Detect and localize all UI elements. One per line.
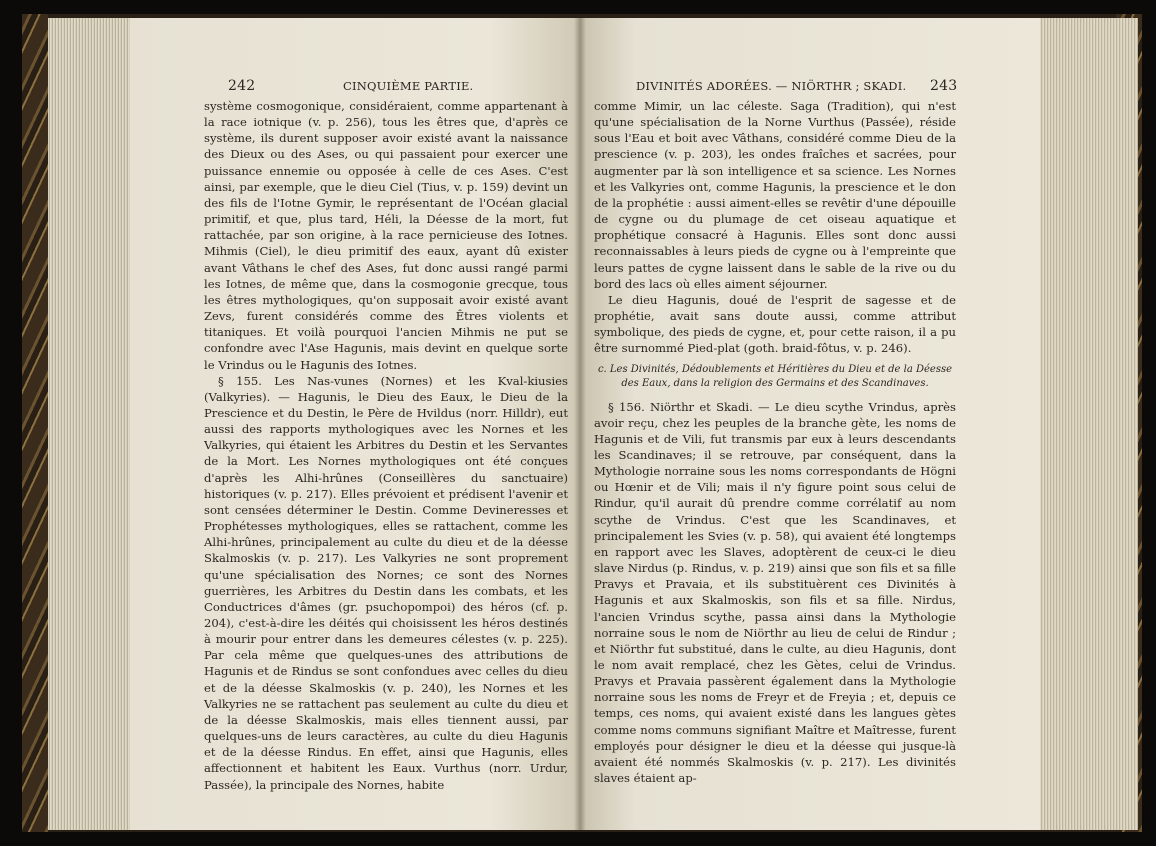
left-running-head: CINQUIÈME PARTIE. [343, 79, 474, 93]
subsection-heading: c. Les Divinités, Dédoublements et Héritières du Dieu et de la Déesse des Eaux, dans la religion des Germains et des Scandinaves. [597, 363, 953, 389]
paragraph: système cosmogonique, considéraient, comme appartenant à la race iotnique (v. p. 256), tous les êtres que, d'après ce système, ils durent supposer avoir existé avant la naissance des Dieux ou des Ases, ou qui passaient pour exercer une puissance ennemie ou opposée à celle de ces Ases. C'est ainsi, par exemple, que le dieu Ciel (Tius, v. p. 159) devint un des fils de l'Iotne Gymir, le représentant de l'Océan glacial primitif, et que, plus tard, Héli, la Déesse de la mort, fut rattachée, par son origine, à la race pernicieuse des Iotnes. Mihmis (Ciel), le dieu primitif des eaux, ayant dû exister avant Vâthans le chef des Ases, fut donc aussi rangé parmi les Iotnes, de même que, dans la cosmogonie grecque, tous les êtres mythologiques, qu'on supposait avoir existé avant Zevs, furent considérés comme des Êtres violents et titaniques. Et voilà pourquoi l'ancien Mihmis ne put se confondre avec l'Ase Hagunis, mais devint en quelque sorte le Vrindus ou le Hagunis des Iotnes. [204, 99, 568, 372]
section-156-paragraph: § 156. Niörthr et Skadi. — Le dieu scythe Vrindus, après avoir reçu, chez les peuples de la branche gète, les noms de Hagunis et de Vili, fut transmis par eux à leurs descendants les Scandinaves; il se retrouve, par conséquent, dans la Mythologie norraine sous les noms correspondants de Högni ou Hœnir et de Vili; mais il n'y figure point sous celui de Rindur, qu'il aurait dû prendre comme corrélatif au nom scythe de Vrindus. C'est que les Scandinaves, et principalement les Svies (v. p. 58), qui avaient été longtemps en rapport avec les Slaves, adoptèrent de ceux-ci le dieu slave Nirdus (p. Rindus, v. p. 219) ainsi que son fils et sa fille Pravys et Pravaia, et ils substituèrent ces Divinités à Hagunis et aux Skalmoskis, son fils et sa fille. Nirdus, l'ancien Vrindus scythe, passa ainsi dans la Mythologie norraine sous le nom de Niörthr au lieu de celui de Rindur ; et Niörthr fut substitué, dans le culte, au dieu Hagunis, dont le nom avait remplacé, chez les Gètes, celui de Vrindus. Pravys et Pravaia passèrent également dans la Mythologie norraine sous les noms de Freyr et de Freyia ; et, depuis ce temps, ces noms, qui avaient existé dans les langues gètes comme noms communs signifiant Maître et Maîtresse, furent employés pour désigner le dieu et la déesse qui jusque-là avaient été nommés Skalmoskis (v. p. 217). Les divinités slaves étaient ap- [594, 399, 956, 786]
left-page-body [204, 98, 568, 793]
left-page-number: 242 [228, 78, 256, 94]
book-gutter [574, 18, 586, 830]
page-edges-right [1040, 18, 1138, 830]
left-running-header [228, 78, 560, 94]
page-edges-left [48, 18, 130, 830]
section-155-paragraph: § 155. Les Nas-vunes (Nornes) et les Kval-kiusies (Valkyries). — Hagunis, le Dieu des Eaux, le Dieu de la Prescience et du Destin, le Père de Hvildus (norr. Hilldr), eut aussi des rapports mythologiques avec les Nornes et les Valkyries, qui étaient les Arbitres du Destin et les Servantes de la Mort. Les Nornes mythologiques ont été conçues d'après les Alhi-hrûnes (Conseillères du sanctuaire) historiques (v. p. 217). Elles prévoient et prédisent l'avenir et sont censées déterminer le Destin. Comme Devineresses et Prophétesses mythologiques, elles se rattachent, comme les Alhi-hrûnes, principalement au culte du dieu et de la déesse Skalmoskis (v. p. 217). Les Valkyries ne sont proprement qu'une spécialisation des Nornes; ce sont des Nornes guerrières, les Arbitres du Destin dans les combats, et les Conductrices d'âmes (gr. psuchopompoi) des héros (cf. p. 204), c'est-à-dire les déités qui choisissent les héros destinés à mourir pour entrer dans les demeures célestes (v. p. 225). Par cela même que quelques-unes des attributions de Hagunis et de Rindus se sont confondues avec celles du dieu et de la déesse Skalmoskis (v. p. 240), les Nornes et les Valkyries ne se rattachent pas seulement au culte du dieu et de la déesse Skalmoskis, mais elles tiennent aussi, par quelques-uns de leurs caractères, au culte du dieu Hagunis et de la déesse Rindus. En effet, ainsi que Hagunis, elles affectionnent et habitent les Eaux. Vurthus (norr. Urdur, Passée), la principale des Nornes, habite [204, 373, 568, 792]
right-running-head: DIVINITÉS ADORÉES. — NIÖRTHR ; SKADI. [636, 79, 907, 93]
paragraph: comme Mimir, un lac céleste. Saga (Tradition), qui n'est qu'une spécialisation de la Norne Vurthus (Passée), réside sous l'Eau et boit avec Vâthans, considéré comme Dieu de la prescience (v. p. 203), les ondes fraîches et sacrées, pour augmenter par là son intelligence et sa science. Les Nornes et les Valkyries ont, comme Hagunis, la prescience et le don de la prophétie : aussi aiment-elles se revêtir d'une dépouille de cygne ou du plumage de cet oiseau aquatique et prophétique consacré à Hagunis. Elles sont donc aussi reconnaissables à leurs pieds de cygne ou à l'empreinte que leurs pattes de cygne laissent dans le sable de la rive ou du bord des lacs où elles aiment séjourner. [594, 99, 956, 291]
marbled-board-left [22, 14, 48, 832]
right-page-body [594, 98, 956, 786]
paragraph: Le dieu Hagunis, doué de l'esprit de sagesse et de prophétie, avait sans doute aussi, comme attribut symbolique, des pieds de cygne, et, pour cette raison, il a pu être surnommé Pied-plat (goth. braid-fôtus, v. p. 246). [594, 292, 956, 356]
right-page-number: 243 [930, 78, 958, 94]
